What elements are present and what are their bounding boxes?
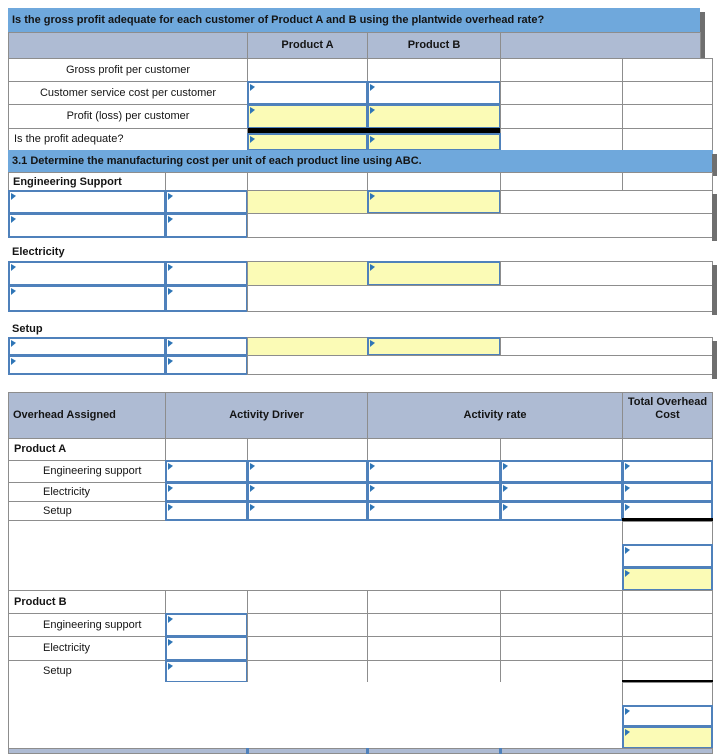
grid-cell [500,128,623,151]
grid-cell [500,81,623,105]
cell-marker-icon [250,84,255,93]
section-31-header: 3.1 Determine the manufacturing cost per unit of each product line using ABC. [8,150,713,173]
grid-cell [247,285,713,312]
input-a-elec-driver-1[interactable] [165,482,248,502]
grid-cell [622,438,713,461]
grid-cell [500,438,623,461]
cell-marker-icon [168,463,173,472]
cell-marker-icon [11,264,16,273]
grid-cell [622,613,713,637]
row-shadow [712,341,717,379]
table-header-activity-rate: Activity rate [367,392,623,439]
cell-marker-icon [625,708,630,717]
input-profit-loss-a[interactable] [247,104,368,129]
grid-row [8,705,713,727]
grid-cell [247,438,368,461]
cell-marker-icon [625,463,630,472]
table-header-activity-driver: Activity Driver [165,392,368,439]
grid-row [8,521,713,545]
cell-marker-icon [370,84,375,93]
cell-marker-icon [168,216,173,225]
input-b-cost-per-unit[interactable] [622,726,713,749]
input-a-eng-driver-2[interactable] [247,460,368,483]
row-label-product-a: Product A [8,438,166,461]
row-label-profit-adequate: Is the profit adequate? [8,128,248,151]
row-label-b-engineering-support: Engineering support [8,613,166,637]
input-customer-service-b[interactable] [367,81,501,105]
cell-marker-icon [370,193,375,202]
grid-row [8,544,713,568]
row-label-a-setup: Setup [8,501,166,521]
grid-cell [500,58,623,82]
cell-marker-icon [370,504,375,513]
grid-cell [622,172,713,191]
cell-marker-icon [168,616,173,625]
cell-marker-icon [168,504,173,513]
input-customer-service-a[interactable] [247,81,368,105]
input-a-eng-rate-2[interactable] [500,460,623,483]
cell-marker-icon [250,463,255,472]
input-b-eng-driver[interactable] [165,613,248,637]
cell-marker-icon [168,358,173,367]
input-profit-adequate-b[interactable] [367,133,501,151]
grid-cell [247,660,368,683]
row-label-customer-service: Customer service cost per customer [8,81,248,105]
input-a-cost-per-unit[interactable] [622,567,713,591]
highlight-engineering-support-a[interactable] [247,190,368,214]
grid-divider [499,748,502,754]
cell-marker-icon [168,663,173,672]
grid-cell [247,636,368,661]
cell-marker-icon [250,136,255,145]
grid-cell [367,58,501,82]
row-label-a-engineering-support: Engineering support [8,460,166,483]
grid-cell [247,213,713,238]
group-label-electricity: Electricity [12,246,65,258]
cell-marker-icon [625,485,630,494]
highlight-setup-a[interactable] [247,337,368,356]
grid-cell [500,636,623,661]
row-label-product-b: Product B [8,590,166,614]
grid-cell [622,104,713,129]
row-shadow [712,194,717,241]
cell-marker-icon [625,729,630,738]
grid-cell [500,660,623,683]
grid-cell [500,590,623,614]
grid-cell [500,190,713,214]
input-a-setup-driver-2[interactable] [247,501,368,521]
grid-cell [367,660,501,683]
grid-divider [246,748,249,754]
cell-marker-icon [250,504,255,513]
input-b-setup-driver[interactable] [165,660,248,683]
input-setup-value-2[interactable] [165,355,248,375]
cell-marker-icon [168,639,173,648]
cell-marker-icon [503,504,508,513]
grid-cell [500,613,623,637]
input-a-elec-rate-2[interactable] [500,482,623,502]
input-b-total-overhead[interactable] [622,705,713,727]
input-profit-loss-b[interactable] [367,104,501,129]
cell-marker-icon [168,193,173,202]
grid-cell [367,636,501,661]
input-a-eng-total[interactable] [622,460,713,483]
grid-cell [247,58,368,82]
table-header-overhead-assigned: Overhead Assigned [8,392,166,439]
input-a-total-overhead[interactable] [622,544,713,568]
grid-cell [500,172,623,191]
input-engineering-support-value-2[interactable] [165,213,248,238]
input-engineering-support-b[interactable] [367,190,501,214]
cell-marker-icon [168,340,173,349]
cell-marker-icon [625,547,630,556]
input-setup-b[interactable] [367,337,501,356]
grid-cell [367,438,501,461]
grid-cell [500,104,623,129]
input-a-elec-total[interactable] [622,482,713,502]
grid-cell [622,682,713,706]
table-header-total-overhead-cost: Total Overhead Cost [622,392,713,439]
cell-marker-icon [11,216,16,225]
row-label-a-electricity: Electricity [8,482,166,502]
input-engineering-support-desc[interactable] [8,190,166,214]
input-a-setup-driver-1[interactable] [165,501,248,521]
input-a-eng-rate-1[interactable] [367,460,501,483]
col-header-product-b: Product B [407,39,461,51]
cell-marker-icon [503,485,508,494]
row-label-b-setup: Setup [8,660,166,683]
input-electricity-desc[interactable] [8,261,166,286]
input-setup-desc[interactable] [8,337,166,356]
grid-cell [367,172,501,191]
cell-marker-icon [370,485,375,494]
input-a-setup-rate-1[interactable] [367,501,501,521]
input-setup-desc-2[interactable] [8,355,166,375]
cell-marker-icon [250,107,255,116]
row-label-gross-profit: Gross profit per customer [8,58,248,82]
grid-cell [622,128,713,151]
grid-cell [500,261,713,286]
grid-cell [622,58,713,82]
grid-cell [247,355,713,375]
grid-cell [622,590,713,614]
cell-marker-icon [503,463,508,472]
highlight-electricity-a[interactable] [247,261,368,286]
cell-marker-icon [11,288,16,297]
cell-marker-icon [625,504,630,513]
grid-cell [367,590,501,614]
row-label-b-electricity: Electricity [8,636,166,661]
input-electricity-desc-2[interactable] [8,285,166,312]
grid-cell [500,337,713,356]
cell-marker-icon [11,340,16,349]
input-a-elec-driver-2[interactable] [247,482,368,502]
input-engineering-support-desc-2[interactable] [8,213,166,238]
cell-marker-icon [370,107,375,116]
cell-marker-icon [11,193,16,202]
next-header-band-partial [8,748,713,754]
cell-marker-icon [370,463,375,472]
grid-divider [366,748,369,754]
input-electricity-value-2[interactable] [165,285,248,312]
input-setup-value[interactable] [165,337,248,356]
grid-row [8,726,713,749]
cell-marker-icon [250,485,255,494]
input-electricity-value[interactable] [165,261,248,286]
grid-cell [247,172,368,191]
grid-cell [247,613,368,637]
input-a-elec-rate-1[interactable] [367,482,501,502]
group-label-engineering-support: Engineering Support [8,172,166,191]
grid-cell [622,81,713,105]
cell-marker-icon [11,358,16,367]
cell-marker-icon [625,570,630,579]
input-profit-adequate-a[interactable] [247,133,368,151]
cell-marker-icon [370,136,375,145]
question-header: Is the gross profit adequate for each customer of Product A and B using the plantwide overhead rate? [8,8,700,33]
input-electricity-b[interactable] [367,261,501,286]
row-shadow [712,265,717,315]
input-b-elec-driver[interactable] [165,636,248,661]
col-header-product-a: Product A [281,39,334,51]
grid-cell [247,590,368,614]
input-a-eng-driver-1[interactable] [165,460,248,483]
grid-cell [165,590,248,614]
cell-marker-icon [168,288,173,297]
grid-cell [622,636,713,661]
group-label-setup: Setup [12,323,43,335]
cell-marker-icon [370,340,375,349]
input-engineering-support-value[interactable] [165,190,248,214]
grid-cell [165,172,248,191]
grid-row [8,567,713,591]
grid-cell [622,521,713,545]
grid-cell [367,613,501,637]
cell-marker-icon [168,485,173,494]
grid-row [8,682,713,706]
cell-marker-icon [370,264,375,273]
row-label-profit-loss: Profit (loss) per customer [8,104,248,129]
grid-cell [165,438,248,461]
input-a-setup-rate-2[interactable] [500,501,623,521]
cell-marker-icon [168,264,173,273]
